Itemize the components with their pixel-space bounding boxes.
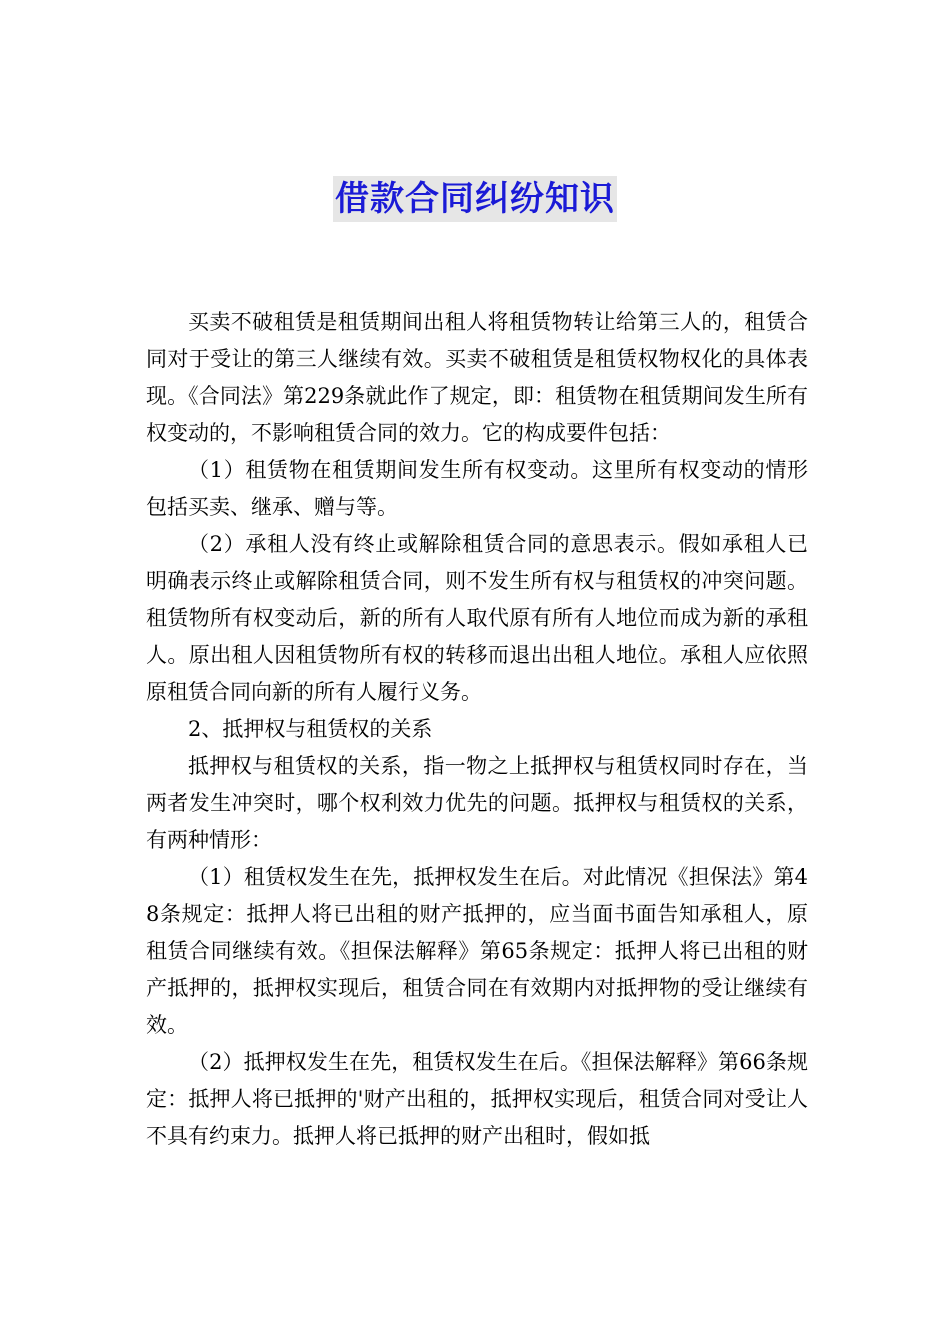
paragraph-5: （1）租赁权发生在先，抵押权发生在后。对此情况《担保法》第48条规定：抵押人将已出租的财产抵押的，应当面书面告知承租人，原租赁合同继续有效。《担保法解释》第65条规定：抵押人将已出租的财产抵押的，抵押权实现后，租赁合同在有效期内对抵押物的受让继续有效。 xyxy=(146,865,808,1037)
paragraph-2: （1）租赁物在租赁期间发生所有权变动。这里所有权变动的情形包括买卖、继承、赠与等。 xyxy=(146,458,808,519)
paragraph-6: （2）抵押权发生在先，租赁权发生在后。《担保法解释》第66条规定：抵押人将已抵押的'财产出租的，抵押权实现后，租赁合同对受让人不具有约束力。抵押人将已抵押的财产出租时，假如抵 xyxy=(146,1050,808,1148)
title-container xyxy=(0,176,950,222)
paragraph-4: 抵押权与租赁权的关系，指一物之上抵押权与租赁权同时存在，当两者发生冲突时，哪个权利效力优先的问题。抵押权与租赁权的关系，有两种情形： xyxy=(146,754,808,852)
document-title: 借款合同纠纷知识 xyxy=(333,176,617,222)
document-body xyxy=(146,304,808,1155)
section-heading: 2、抵押权与租赁权的关系 xyxy=(188,717,433,741)
paragraph-1: 买卖不破租赁是租赁期间出租人将租赁物转让给第三人的，租赁合同对于受让的第三人继续有效。买卖不破租赁是租赁权物权化的具体表现。《合同法》第229条就此作了规定，即：租赁物在租赁期间发生所有权变动的，不影响租赁合同的效力。它的构成要件包括： xyxy=(146,310,808,445)
paragraph-3: （2）承租人没有终止或解除租赁合同的意思表示。假如承租人已明确表示终止或解除租赁合同，则不发生所有权与租赁权的冲突问题。租赁物所有权变动后，新的所有人取代原有所有人地位而成为新的承租人。原出租人因租赁物所有权的转移而退出出租人地位。承租人应依照原租赁合同向新的所有人履行义务。 xyxy=(146,532,808,704)
